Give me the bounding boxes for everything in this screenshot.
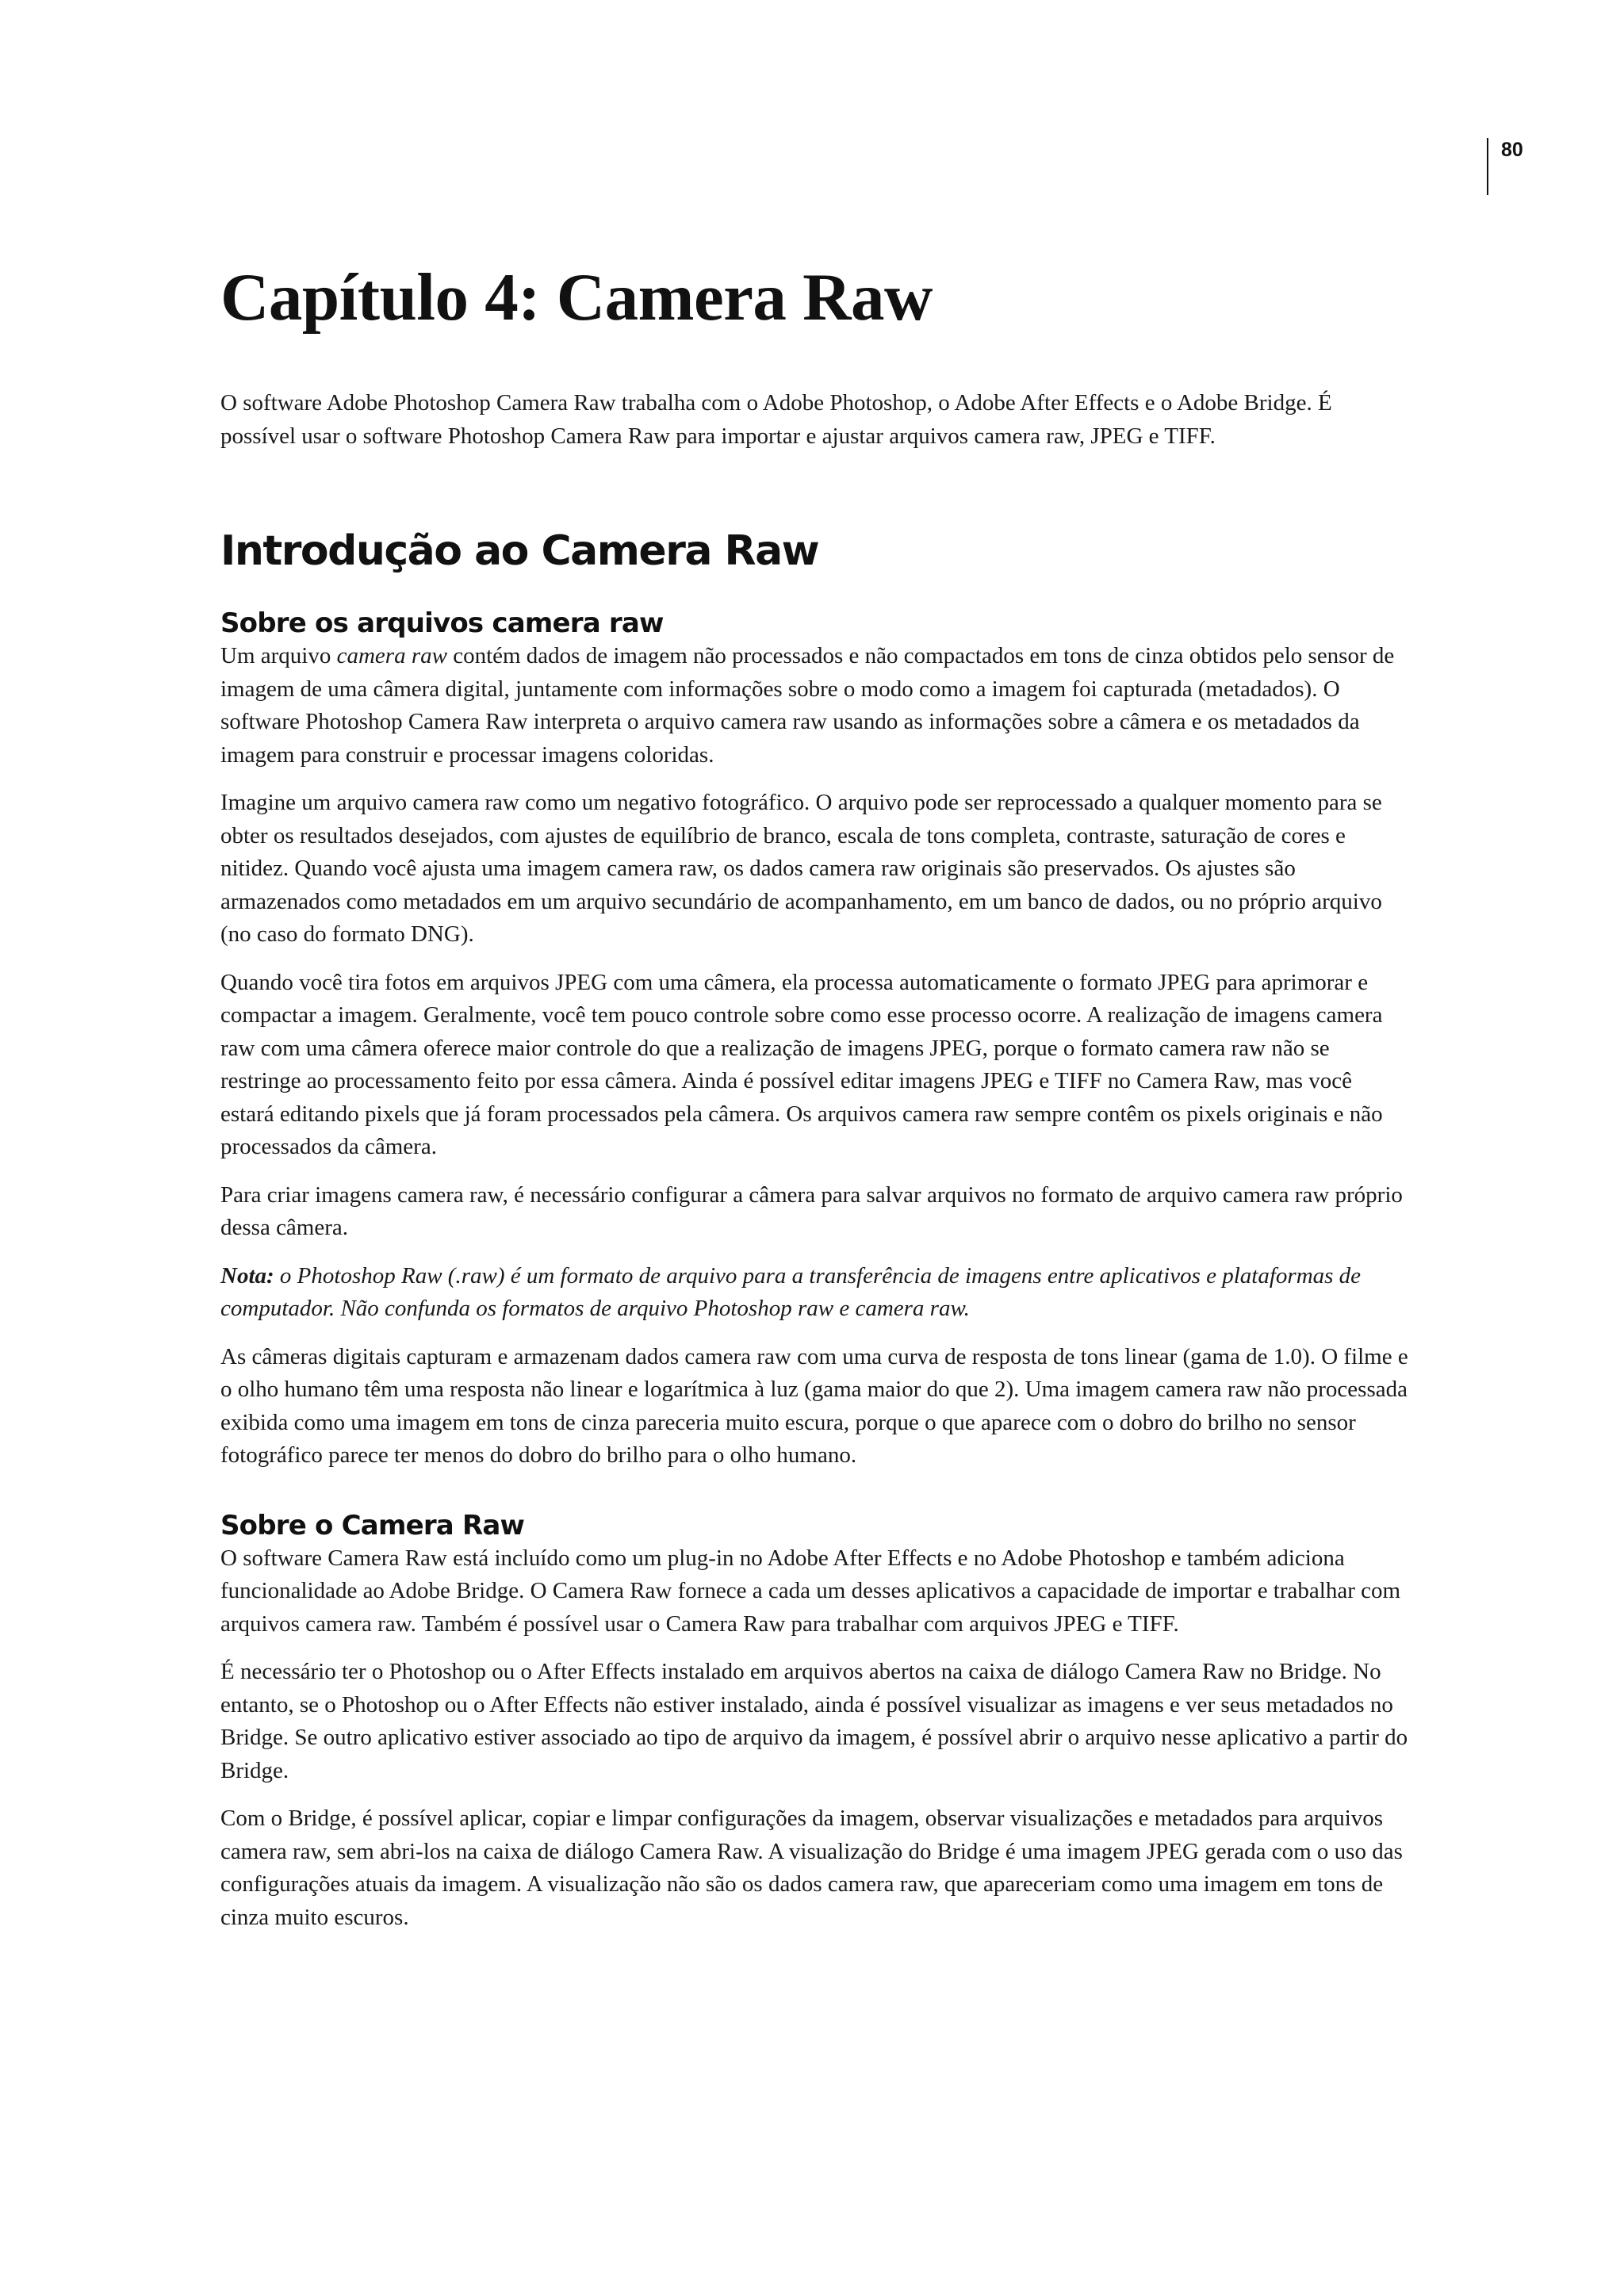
paragraph <box>220 640 1410 772</box>
paragraph: É necessário ter o Photoshop ou o After Effects instalado em arquivos abertos na caixa de diálogo Camera Raw no Bridge. No entanto, se o Photoshop ou o After Effects não estiver instalado, ainda é possível visualizar as imagens e ver seus metadados no Bridge. Se outro aplicativo estiver associado ao tipo de arquivo da imagem, é possível abrir o arquivo nesse aplicativo a partir do Bridge. <box>220 1659 1408 1783</box>
note-label: Nota: <box>220 1262 274 1289</box>
chapter-title: Capítulo 4: Camera Raw <box>220 260 933 335</box>
paragraph: As câmeras digitais capturam e armazenam dados camera raw com uma curva de resposta de tons linear (gama de 1.0). O filme e o olho humano têm uma resposta não linear e logarítmica à luz (gama maior do que 2). Uma imagem camera raw não processada exibida como uma imagem em tons de cinza pareceria muito escura, porque o que aparece com o dobro do brilho no sensor fotográfico parece ter menos do dobro do brilho para o olho humano. <box>220 1343 1408 1468</box>
paragraph: Quando você tira fotos em arquivos JPEG com uma câmera, ela processa automaticamente o formato JPEG para aprimorar e compactar a imagem. Geralmente, você tem pouco controle sobre como esse processo ocorre. A realização de imagens camera raw com uma câmera oferece maior controle do que a realização de imagens JPEG, porque o formato camera raw não se restringe ao processamento feito por essa câmera. Ainda é possível editar imagens JPEG e TIFF no Camera Raw, mas você estará editando pixels que já foram processados pela câmera. Os arquivos camera raw sempre contêm os pixels originais e não processados da câmera. <box>220 969 1383 1159</box>
paragraph: Imagine um arquivo camera raw como um negativo fotográfico. O arquivo pode ser reprocessado a qualquer momento para se obter os resultados desejados, com ajustes de equilíbrio de branco, escala de tons completa, contraste, saturação de cores e nitidez. Quando você ajusta uma imagem camera raw, os dados camera raw originais são preservados. Os ajustes são armazenados como metadados em um arquivo secundário de acompanhamento, em um banco de dados, ou no próprio arquivo (no caso do formato DNG). <box>220 790 1382 947</box>
emphasis-term: camera raw <box>336 643 447 668</box>
text: contém dados de imagem não processados e não compactados em tons de cinza obtidos pelo sensor de imagem de uma câmera digital, juntamente com informações sobre o modo como a imagem foi capturada (metadados). O software Photoshop Camera Raw interpreta o arquivo camera raw usando as informações sobre a câmera e os metadados da imagem para construir e processar imagens coloridas. <box>220 643 1395 768</box>
page-number: 80 <box>1501 139 1523 161</box>
paragraph: O software Camera Raw está incluído como um plug-in no Adobe After Effects e no Adobe Photoshop e também adiciona funcionalidade ao Adobe Bridge. O Camera Raw fornece a cada um desses aplicativos a capacidade de importar e trabalhar com arquivos camera raw. Também é possível usar o Camera Raw para trabalhar com arquivos JPEG e TIFF. <box>220 1545 1401 1637</box>
paragraph: Para criar imagens camera raw, é necessário configurar a câmera para salvar arquivos no formato de arquivo camera raw próprio dessa câmera. <box>220 1181 1403 1240</box>
note <box>220 1260 1410 1326</box>
subsection-title-camera-raw-files: Sobre os arquivos camera raw <box>220 607 664 639</box>
subsection-title-about-camera-raw: Sobre o Camera Raw <box>220 1509 525 1541</box>
note-text: o Photoshop Raw (.raw) é um formato de arquivo para a transferência de imagens entre aplicativos e plataformas de computador. Não confunda os formatos de arquivo Photoshop raw e camera raw. <box>220 1262 1362 1321</box>
text: Um arquivo <box>220 643 337 668</box>
chapter-intro: O software Adobe Photoshop Camera Raw trabalha com o Adobe Photoshop, o Adobe After Effects e o Adobe Bridge. É possível usar o software Photoshop Camera Raw para importar e ajustar arquivos camera raw, JPEG e TIFF. <box>220 390 1332 449</box>
paragraph: Com o Bridge, é possível aplicar, copiar e limpar configurações da imagem, observar visualizações e metadados para arquivos camera raw, sem abri-los na caixa de diálogo Camera Raw. A visualização do Bridge é uma imagem JPEG gerada com o uso das configurações atuais da imagem. A visualização não são os dados camera raw, que apareceriam como uma imagem em tons de cinza muito escuros. <box>220 1806 1403 1930</box>
document-body <box>220 254 1410 1949</box>
section-title: Introdução ao Camera Raw <box>220 527 819 575</box>
page-number-rule <box>1487 138 1488 195</box>
